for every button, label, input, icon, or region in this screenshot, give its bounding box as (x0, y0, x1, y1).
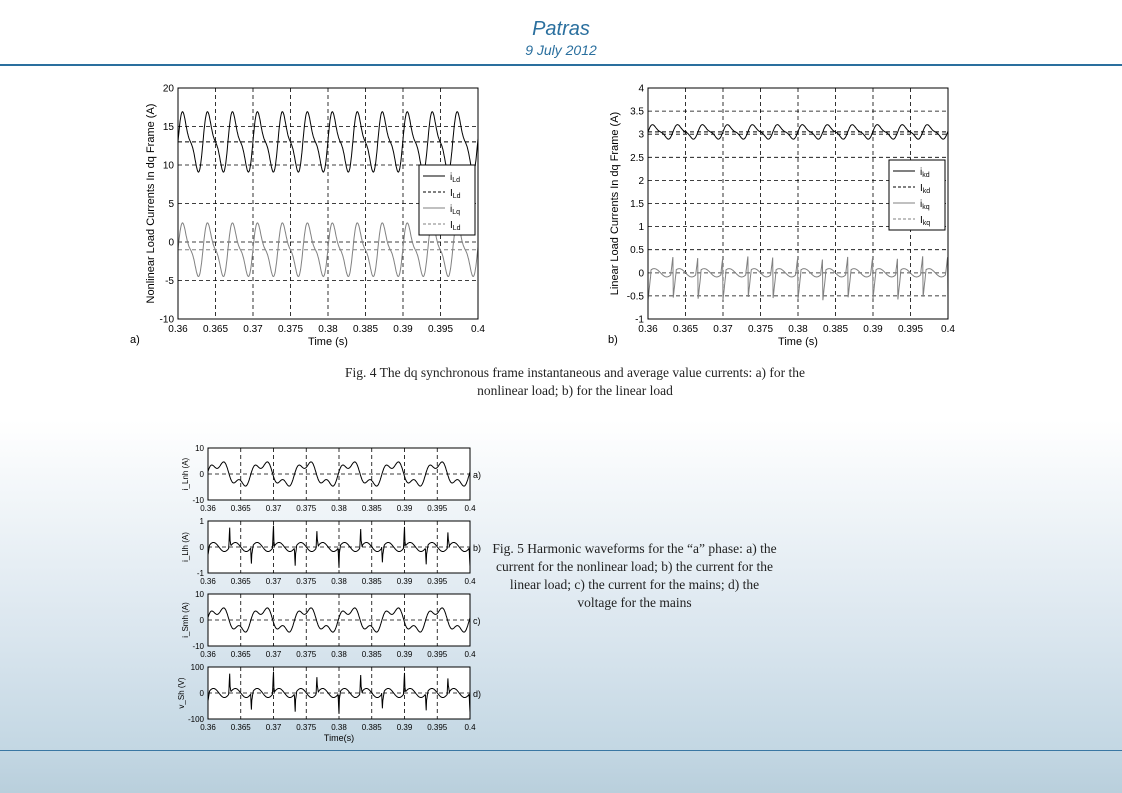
fig5-caption: Fig. 5 Harmonic waveforms for the “a” phase: a) the current for the nonlinear load; b) the current for the linear load; c) the current for the mains; d) the voltage for the mains (492, 541, 777, 610)
x-tick-label: 0.365 (230, 723, 251, 732)
x-tick-label: 0.4 (464, 650, 476, 659)
y-tick-label: 3.5 (630, 106, 644, 118)
x-tick-label: 0.4 (464, 723, 476, 732)
x-tick-label: 0.385 (361, 504, 382, 513)
y-tick-label: -1 (635, 314, 644, 326)
x-tick-label: 0.36 (200, 577, 216, 586)
y-tick-label: -100 (187, 714, 204, 724)
x-tick-label: 0.385 (361, 723, 382, 732)
x-tick-label: 0.385 (361, 650, 382, 659)
header-divider (0, 64, 1122, 66)
y-tick-label: 1 (199, 516, 204, 526)
legend-entry: $i_{kq}$ (920, 199, 930, 211)
y-tick-label: -10 (159, 314, 174, 326)
footer-divider (0, 750, 1122, 751)
fig5a-chart (170, 440, 490, 516)
x-tick-label: 0.385 (822, 324, 849, 335)
x-tick-label: 0.38 (331, 650, 347, 659)
y-tick-label: 3 (638, 129, 644, 141)
page-date: 9 July 2012 (525, 42, 597, 58)
x-tick-label: 0.365 (230, 650, 251, 659)
y-tick-label: -10 (192, 495, 204, 505)
y-axis-label: Nonlinear Load Currents In dq Frame (A) (145, 103, 157, 304)
x-tick-label: 0.38 (331, 577, 347, 586)
y-tick-label: 0 (168, 237, 174, 249)
y-tick-label: 2.5 (630, 152, 644, 164)
x-tick-label: 0.39 (396, 650, 413, 659)
x-tick-label: 0.375 (296, 504, 317, 513)
x-tick-label: 0.39 (863, 324, 883, 335)
x-tick-label: 0.38 (331, 504, 347, 513)
y-tick-label: 1 (638, 222, 644, 234)
legend-entry: $i_{kd}$ (920, 167, 930, 179)
x-tick-label: 0.39 (393, 324, 413, 335)
x-tick-label: 0.365 (230, 504, 251, 513)
x-tick-label: 0.37 (265, 723, 282, 732)
y-axis-label: i_Lnh (A) (181, 457, 190, 491)
y-axis-label: i_Smh (A) (181, 602, 190, 638)
y-axis-label: i_Llh (A) (181, 532, 190, 562)
x-tick-label: 0.39 (396, 504, 413, 513)
x-tick-label: 0.375 (296, 723, 317, 732)
x-tick-label: 0.39 (396, 723, 413, 732)
y-tick-label: 0 (199, 469, 204, 479)
x-tick-label: 0.385 (361, 577, 382, 586)
x-tick-label: 0.4 (941, 324, 955, 335)
x-tick-label: 0.37 (243, 324, 263, 335)
x-tick-label: 0.395 (427, 577, 448, 586)
y-tick-label: 0 (199, 688, 204, 698)
x-tick-label: 0.39 (396, 577, 413, 586)
y-tick-label: -10 (192, 641, 204, 651)
x-tick-label: 0.395 (897, 324, 924, 335)
panel-label: b) (608, 334, 618, 346)
x-tick-label: 0.4 (464, 577, 476, 586)
x-tick-label: 0.365 (202, 324, 229, 335)
y-tick-label: -5 (165, 276, 174, 287)
y-tick-label: 10 (195, 589, 204, 599)
y-tick-label: 4 (638, 83, 644, 95)
x-tick-label: 0.37 (713, 324, 733, 335)
y-tick-label: 10 (195, 443, 204, 453)
fig5d-chart (170, 659, 490, 747)
x-axis-label: Time (s) (308, 336, 348, 348)
y-tick-label: 0.5 (630, 245, 644, 257)
y-axis-label: Linear Load Currents In dq Frame (A) (609, 111, 621, 296)
y-tick-label: 10 (162, 160, 174, 172)
x-axis-label: Time (s) (778, 336, 818, 348)
x-tick-label: 0.395 (427, 504, 448, 513)
x-tick-label: 0.395 (427, 723, 448, 732)
y-tick-label: 0 (199, 542, 204, 552)
x-tick-label: 0.38 (318, 324, 338, 335)
panel-label: a) (130, 334, 140, 346)
y-tick-label: 0 (638, 268, 644, 280)
fig4b-chart (600, 78, 960, 356)
panel-label: d) (473, 689, 482, 699)
fig4-caption: Fig. 4 The dq synchronous frame instantaneous and average value currents: a) for the nonlinear load; b) for the linear load (344, 365, 806, 398)
panel-label: a) (473, 470, 482, 480)
x-tick-label: 0.36 (200, 504, 216, 513)
fig5b-chart (170, 513, 490, 589)
x-tick-label: 0.36 (168, 324, 188, 335)
x-tick-label: 0.36 (638, 324, 658, 335)
y-tick-label: 1.5 (630, 199, 644, 210)
legend-entry: $I_{kd}$ (920, 183, 931, 195)
x-tick-label: 0.375 (747, 324, 774, 335)
x-tick-label: 0.4 (464, 504, 476, 513)
x-tick-label: 0.385 (352, 324, 379, 335)
x-tick-label: 0.36 (200, 650, 216, 659)
x-tick-label: 0.37 (265, 504, 282, 513)
x-tick-label: 0.37 (265, 577, 282, 586)
y-axis-label: v_Sh (V) (177, 677, 186, 709)
x-tick-label: 0.36 (200, 723, 216, 732)
page-title: Patras (532, 18, 590, 40)
y-tick-label: 100 (190, 662, 204, 672)
y-tick-label: -1 (196, 568, 204, 578)
y-tick-label: 0 (199, 615, 204, 625)
y-tick-label: -0.5 (626, 291, 644, 303)
fig5c-chart (170, 586, 490, 662)
legend-entry: $I_{Ld}$ (450, 220, 461, 232)
legend-entry: $I_{kq}$ (920, 215, 931, 227)
x-axis-label: Time(s) (323, 733, 355, 743)
x-tick-label: 0.37 (265, 650, 282, 659)
x-tick-label: 0.395 (427, 324, 454, 335)
legend-entry: $i_{Ld}$ (450, 172, 461, 184)
x-tick-label: 0.395 (427, 650, 448, 659)
x-tick-label: 0.365 (672, 324, 699, 335)
x-tick-label: 0.4 (471, 324, 485, 335)
legend-entry: $i_{Lq}$ (450, 204, 461, 216)
y-tick-label: 15 (162, 122, 174, 133)
x-tick-label: 0.375 (277, 324, 304, 335)
y-tick-label: 5 (168, 199, 174, 210)
legend-entry: $I_{Ld}$ (450, 188, 461, 200)
x-tick-label: 0.38 (788, 324, 808, 335)
x-tick-label: 0.38 (331, 723, 347, 732)
x-tick-label: 0.365 (230, 577, 251, 586)
x-tick-label: 0.375 (296, 577, 317, 586)
y-tick-label: 2 (638, 175, 644, 187)
panel-label: b) (473, 543, 482, 553)
y-tick-label: 20 (162, 83, 174, 95)
fig4a-chart (130, 78, 490, 356)
x-tick-label: 0.375 (296, 650, 317, 659)
panel-label: c) (473, 616, 481, 626)
